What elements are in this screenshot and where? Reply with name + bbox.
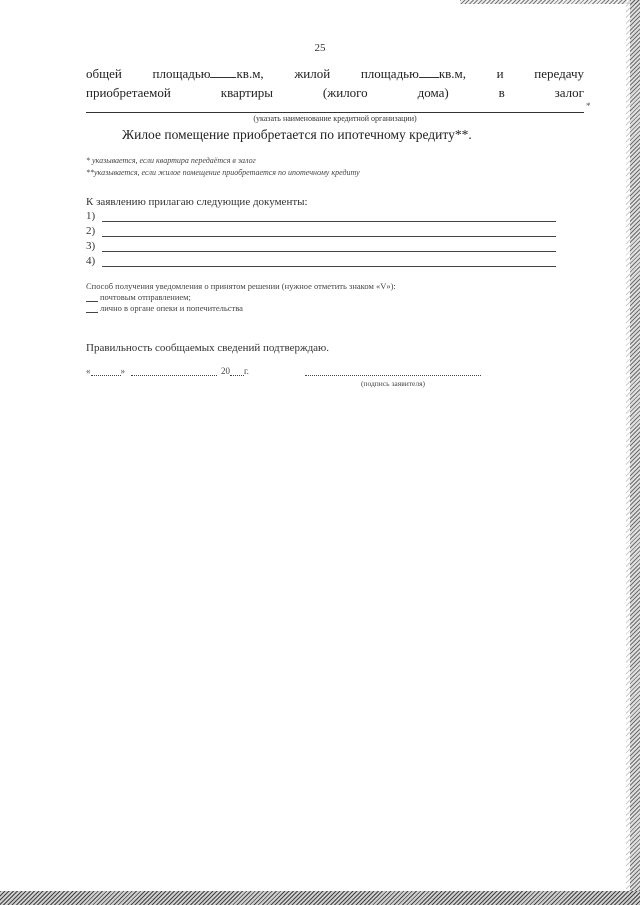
document-item-number: 4) — [86, 255, 96, 267]
signature-field[interactable] — [305, 375, 481, 376]
document-item-field[interactable] — [102, 211, 556, 222]
document-item-3 — [86, 240, 556, 252]
living-area-group — [361, 66, 466, 82]
living-area-blank — [419, 66, 439, 78]
document-item-number: 1) — [86, 210, 96, 222]
date-field[interactable] — [86, 366, 249, 376]
date-quote-open: « — [86, 366, 91, 376]
scan-edge-bottom — [0, 891, 640, 905]
day-blank[interactable] — [91, 368, 121, 376]
word-obshchey: общей — [86, 66, 122, 81]
document-item-field[interactable] — [102, 241, 556, 252]
signature-caption: (подпись заявителя) — [360, 379, 426, 388]
page-number: 25 — [314, 42, 326, 54]
word-kvm: кв.м, — [236, 66, 264, 81]
document-item-2 — [86, 225, 556, 237]
notification-option-label: почтовым отправлением; — [100, 292, 191, 302]
word-kvartiry: квартиры — [220, 85, 274, 100]
word-doma: дома) — [417, 85, 449, 100]
footnote-2: **указывается, если жилое помещение приобретается по ипотечному кредиту — [86, 168, 360, 177]
document-item-number: 2) — [86, 225, 96, 237]
date-quote-close: » — [120, 366, 125, 376]
footnote-1: * указывается, если квартира передаётся в залог — [86, 156, 256, 165]
notification-option-mail[interactable] — [86, 292, 191, 302]
word-i: и — [496, 66, 504, 81]
year-prefix: 20 — [221, 366, 230, 376]
paragraph-line-2 — [86, 85, 584, 101]
confirmation-statement: Правильность сообщаемых сведений подтверждаю. — [86, 342, 330, 354]
mortgage-statement: Жилое помещение приобретается по ипотечному кредиту**. — [122, 127, 472, 142]
word-priobretaemoy: приобретаемой — [86, 85, 171, 100]
document-item-field[interactable] — [102, 226, 556, 237]
word-zalog: залог — [554, 85, 584, 100]
document-item-1 — [86, 210, 556, 222]
word-ploshchadyu-2: площадью — [360, 66, 419, 81]
credit-organization-caption: (указать наименование кредитной организации) — [253, 114, 417, 123]
word-kvm-2: кв.м, — [438, 66, 467, 81]
notification-option-in-person[interactable] — [86, 303, 243, 313]
total-area-blank — [210, 66, 236, 78]
total-area-group — [153, 66, 264, 82]
year-suffix: г. — [244, 366, 249, 376]
notification-mark-blank[interactable] — [86, 304, 98, 313]
word-zhilogo: (жилого — [322, 85, 368, 100]
word-ploshchadyu: площадью — [152, 66, 211, 81]
notification-method-heading: Способ получения уведомления о принятом решении (нужное отметить знаком «V»): — [86, 281, 396, 291]
year-blank[interactable] — [230, 368, 244, 376]
documents-heading: К заявлению прилагаю следующие документы: — [86, 196, 308, 208]
word-v: в — [498, 85, 505, 100]
paragraph-line-1 — [86, 66, 584, 82]
word-zhiloy: жилой — [294, 66, 331, 81]
scan-edge-right — [630, 0, 640, 905]
document-item-number: 3) — [86, 240, 96, 252]
notification-option-label: лично в органе опеки и попечительства — [100, 303, 243, 313]
word-peredachu: передачу — [534, 66, 584, 81]
scan-edge-top — [460, 0, 640, 4]
credit-organization-field[interactable] — [86, 112, 584, 113]
notification-mark-blank[interactable] — [86, 293, 98, 302]
document-item-field[interactable] — [102, 256, 556, 267]
document-item-4 — [86, 255, 556, 267]
footnote-mark: * — [586, 101, 591, 111]
month-blank[interactable] — [131, 368, 217, 376]
